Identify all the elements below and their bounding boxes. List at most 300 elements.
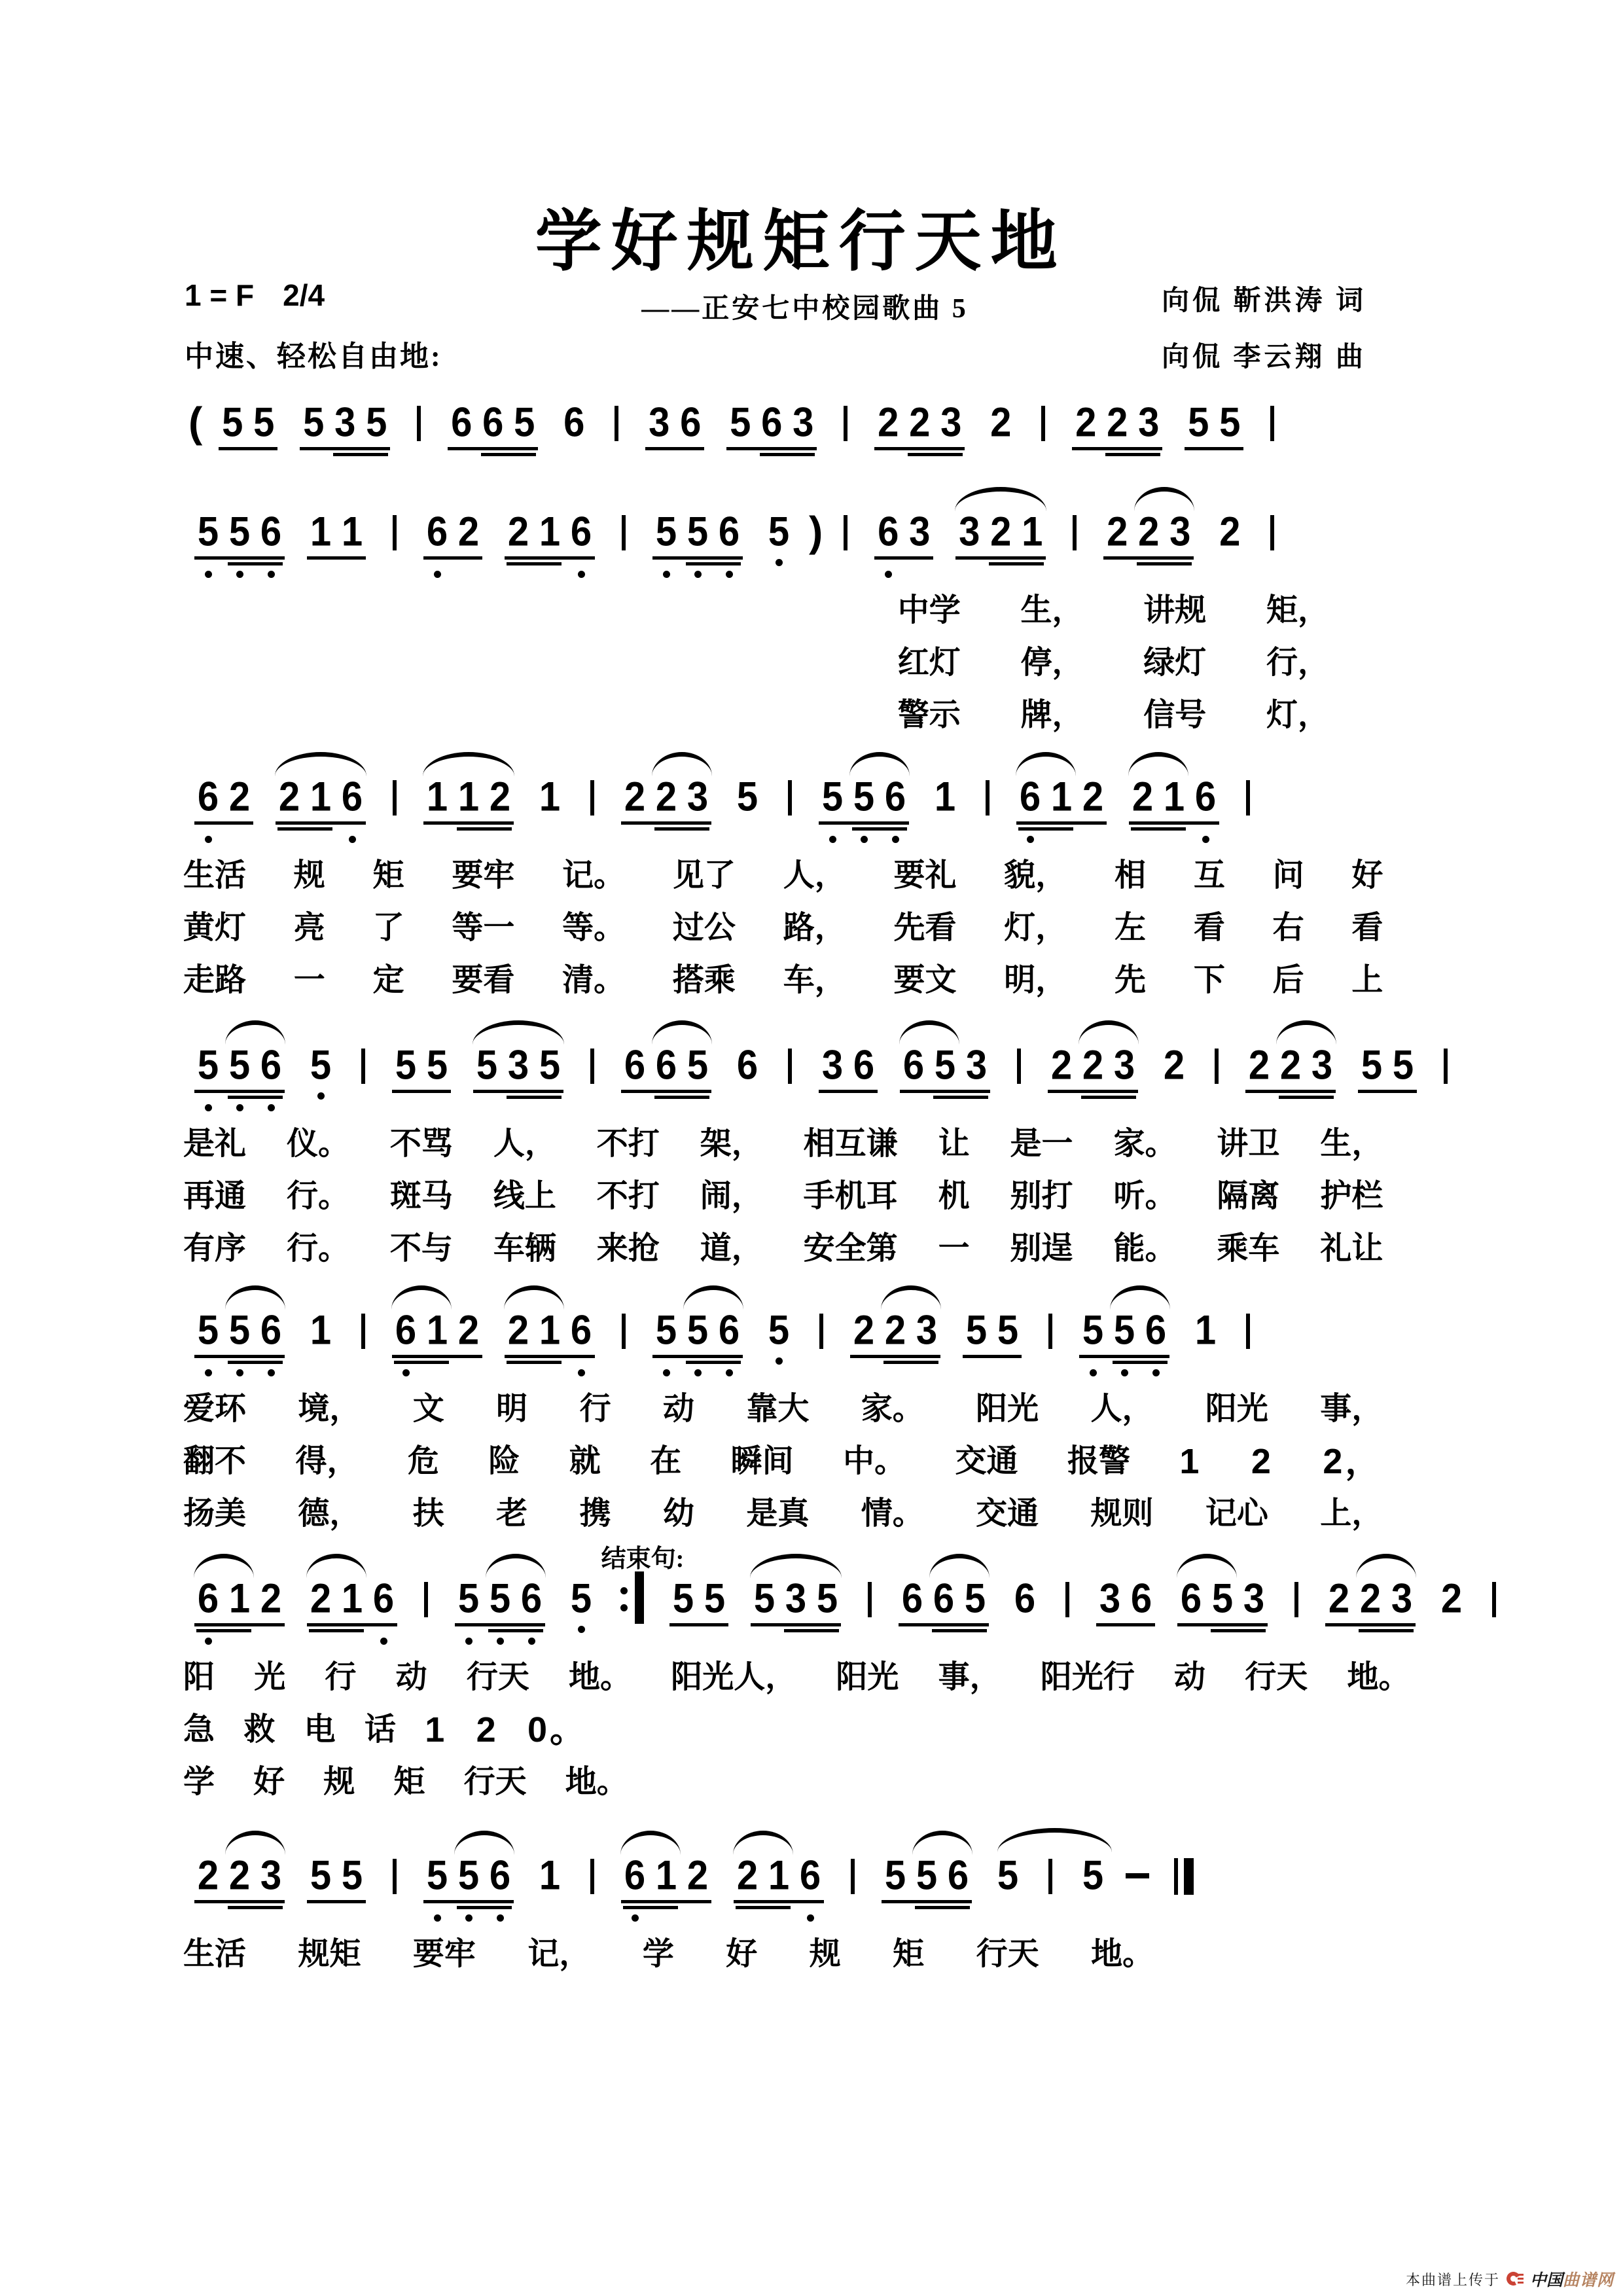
lyric-segment: 事， — [1320, 1391, 1383, 1426]
upload-note: 本曲谱上传于 — [1405, 2271, 1500, 2288]
octave-dot — [578, 1369, 585, 1376]
music-digit: 2 — [1132, 774, 1154, 820]
music-digit: 5 — [884, 1852, 906, 1899]
lyric-segment: 互 — [1193, 858, 1225, 893]
slur-arc — [225, 1020, 285, 1045]
lyric-segment: 等一 — [452, 910, 515, 945]
lyric-line — [183, 1391, 1383, 1427]
lyric-segment: 礼让 — [1320, 1231, 1383, 1266]
music-digit: 1 — [768, 1852, 790, 1899]
music-digit: 5 — [253, 399, 275, 446]
lyric-segment: 走路 — [183, 963, 247, 997]
barline — [590, 780, 594, 816]
music-digit: 5 — [672, 1575, 694, 1622]
music-digit: 3 — [940, 399, 962, 446]
music-digit: 5 — [687, 1307, 709, 1354]
key-value: 1 = F — [185, 278, 255, 312]
beam — [819, 821, 909, 825]
lyric-segment: 规则 — [1090, 1496, 1154, 1531]
octave-dot — [465, 1638, 473, 1645]
music-digit: 6 — [878, 509, 899, 555]
music-digit: 5 — [197, 509, 219, 555]
octave-dot — [268, 1104, 275, 1111]
music-digit: 2 — [228, 774, 251, 820]
music-digit: 5 — [489, 1575, 511, 1622]
subtitle: ——正安七中校园歌曲 5 — [641, 294, 969, 324]
music-digit: 2 — [1050, 1042, 1073, 1088]
lyric-segment: 架， — [700, 1126, 763, 1161]
lyric-line — [183, 858, 1383, 893]
music-digit: 6 — [426, 509, 448, 555]
beam — [1358, 1090, 1417, 1093]
lyric-segment: 问 — [1272, 858, 1304, 893]
barline — [788, 780, 792, 816]
beam — [623, 1906, 678, 1909]
note-group — [880, 1852, 974, 1899]
beam — [734, 1900, 824, 1903]
beam — [228, 1096, 283, 1099]
lyric-segment: 规矩 — [298, 1937, 361, 1971]
music-digit: 2 — [1279, 1042, 1302, 1088]
octave-dot — [349, 836, 356, 843]
beam — [423, 821, 514, 825]
music-digit: 2 — [687, 1852, 709, 1899]
lyric-segment: 安全第 — [803, 1231, 898, 1266]
lyric-segment: 先 — [1115, 963, 1147, 997]
lyric-segment: 明， — [1004, 963, 1067, 997]
music-digit: 3 — [1099, 1575, 1121, 1622]
lyric-segment: 矩， — [1266, 593, 1329, 628]
lyric-segment: 2 — [1251, 1442, 1274, 1481]
lyric-segment: 要牢 — [412, 1937, 476, 1971]
beam — [307, 1900, 366, 1903]
octave-dot — [885, 571, 892, 578]
octave-dot — [776, 1357, 783, 1365]
music-digit: 1 — [1050, 774, 1073, 820]
note-group — [305, 1575, 399, 1622]
music-digit: 1 — [655, 1852, 677, 1899]
lyric-segment: 上 — [1351, 963, 1383, 997]
slur-arc — [1356, 1554, 1416, 1578]
music-digit: 6 — [570, 509, 592, 555]
octave-dot — [726, 571, 733, 578]
octave-dot — [236, 1104, 243, 1111]
slur-arc — [750, 1554, 842, 1578]
beam — [423, 556, 482, 560]
octave-dot — [205, 1638, 212, 1645]
music-digit: 2 — [1359, 1575, 1382, 1622]
barline — [1270, 406, 1274, 441]
lyric-segment: 携 — [579, 1496, 611, 1531]
music-digit: 2 — [990, 509, 1012, 555]
beam — [1016, 821, 1107, 825]
note-group — [1101, 509, 1196, 555]
repeat-dots — [620, 1587, 628, 1611]
parenthesis: ( — [188, 399, 203, 446]
note-group — [1243, 1042, 1338, 1088]
lyric-segment: 阳光行 — [1040, 1660, 1135, 1695]
barline — [361, 1314, 365, 1349]
music-digit: 3 — [916, 1307, 938, 1354]
note — [1009, 1575, 1041, 1622]
music-digit: 1 — [310, 774, 332, 820]
music-digit: 6 — [761, 399, 783, 446]
lyric-segment: 要文 — [893, 963, 957, 997]
beam — [1129, 821, 1219, 825]
music-digit: 5 — [736, 774, 758, 820]
music-digit: 5 — [1392, 1042, 1414, 1088]
lyric-segment: 不与 — [389, 1231, 453, 1266]
beam — [652, 1355, 743, 1358]
music-digit: 2 — [1248, 1042, 1270, 1088]
beam — [652, 556, 743, 560]
music-digit: 6 — [624, 1042, 646, 1088]
music-digit: 6 — [1194, 774, 1217, 820]
music-digit: 1 — [341, 1575, 363, 1622]
music-digit: 2 — [457, 509, 480, 555]
repeat-sign — [620, 1579, 644, 1619]
note — [732, 774, 763, 820]
note — [1077, 1852, 1109, 1899]
music-digit: 6 — [1130, 1575, 1152, 1622]
music-digit: 2 — [1440, 1575, 1463, 1622]
slur-arc — [1016, 752, 1076, 776]
music-digit: 5 — [687, 1042, 709, 1088]
beam — [645, 447, 704, 450]
barline — [1048, 1314, 1052, 1349]
slur-arc — [733, 1831, 793, 1855]
lyric-segment: 车， — [783, 963, 846, 997]
lyric-line — [898, 645, 1329, 681]
lyric-segment: 动 — [395, 1660, 427, 1695]
lyric-segment: 下 — [1193, 963, 1225, 997]
note — [732, 1042, 763, 1088]
beam — [1177, 1623, 1268, 1626]
octave-dot — [694, 571, 702, 578]
lyric-line — [183, 1712, 588, 1748]
slur-arc — [849, 752, 910, 776]
barline — [1048, 1859, 1052, 1894]
music-digit: 5 — [310, 1042, 332, 1088]
lyric-segment: 德， — [298, 1496, 361, 1531]
music-digit: 5 — [228, 509, 251, 555]
music-digit: 1 — [1022, 509, 1043, 555]
barline — [1294, 1582, 1298, 1617]
lyric-segment: 车辆 — [493, 1231, 556, 1266]
beam — [621, 1900, 711, 1903]
beam — [194, 556, 285, 560]
note — [305, 1042, 336, 1088]
lyric-segment: 记心 — [1205, 1496, 1268, 1531]
barline — [393, 1859, 397, 1894]
lyric-segment: 文 — [412, 1391, 444, 1426]
barline — [1041, 406, 1045, 441]
beam — [194, 821, 253, 825]
lyric-segment: 记。 — [562, 858, 626, 893]
note — [565, 1575, 597, 1622]
beam — [455, 1623, 545, 1626]
note — [534, 1852, 565, 1899]
beam — [1137, 562, 1192, 565]
beam — [654, 1096, 709, 1099]
note-group — [897, 1575, 991, 1622]
slur-arc — [454, 1831, 514, 1855]
note-group — [817, 774, 911, 820]
music-digit: 3 — [785, 1575, 807, 1622]
music-digit: 5 — [704, 1575, 726, 1622]
lyric-segment: 行天 — [466, 1660, 529, 1695]
octave-dot — [694, 1369, 702, 1376]
note-group — [1077, 1307, 1171, 1354]
music-digit: 6 — [901, 1575, 923, 1622]
lyric-segment: 貌， — [1004, 858, 1067, 893]
lyric-segment: 听。 — [1113, 1179, 1177, 1213]
music-digit: 1 — [426, 1307, 448, 1354]
music-digit: 5 — [197, 1042, 219, 1088]
beam — [1103, 556, 1194, 560]
lyric-segment: 清。 — [562, 963, 626, 997]
beam — [194, 1623, 285, 1626]
slur-arc — [225, 1285, 285, 1310]
note-group — [619, 1852, 713, 1899]
octave-dot — [829, 836, 836, 843]
lyric-segment: 不打 — [596, 1179, 660, 1213]
note-group — [192, 1575, 287, 1622]
slur-arc — [1079, 1020, 1139, 1045]
beam — [1072, 447, 1162, 450]
note — [1158, 1042, 1190, 1088]
music-digit: 1 — [539, 509, 561, 555]
lyric-segment: 地。 — [1347, 1660, 1410, 1695]
music-digit: 6 — [341, 774, 363, 820]
note-group — [668, 1575, 730, 1622]
barline — [615, 406, 618, 441]
music-digit: 6 — [395, 1307, 417, 1354]
music-digit: 5 — [303, 399, 325, 446]
beam — [621, 821, 711, 825]
lyric-segment: 行， — [1266, 645, 1329, 680]
note-group — [274, 774, 368, 820]
lyric-segment: 1 — [1179, 1442, 1202, 1481]
note — [1436, 1575, 1467, 1622]
note-group — [619, 1042, 713, 1088]
lyric-segment: 一 — [938, 1231, 970, 1266]
music-digit: 6 — [680, 399, 702, 446]
lyric-segment: 行 — [579, 1391, 611, 1426]
lyric-segment: 上， — [1320, 1496, 1383, 1531]
music-digit: 6 — [624, 1852, 646, 1899]
octave-dot — [402, 1369, 410, 1376]
note-group — [872, 509, 935, 555]
lyric-segment: 机 — [938, 1179, 970, 1213]
notation-system — [183, 1824, 1531, 1972]
lyric-segment: 动 — [1174, 1660, 1206, 1695]
lyric-segment: 学 — [183, 1765, 215, 1799]
music-digit: 1 — [539, 1852, 561, 1899]
lyric-segment: 定 — [372, 963, 404, 997]
lyric-segment: 规 — [293, 858, 325, 893]
lyric-line — [898, 593, 1329, 628]
barline — [851, 1859, 855, 1894]
barline — [1270, 515, 1274, 550]
beam — [1105, 453, 1160, 456]
barline — [1215, 1049, 1219, 1084]
music-digit: 5 — [570, 1575, 592, 1622]
lyric-segment: 2， — [1323, 1442, 1383, 1481]
beam — [309, 1629, 364, 1632]
beam — [874, 447, 965, 450]
barline — [393, 780, 397, 816]
beam — [423, 1900, 514, 1903]
music-digit: 5 — [341, 1852, 363, 1899]
note — [992, 1852, 1024, 1899]
lyric-segment: 靠大 — [746, 1391, 810, 1426]
barline — [1017, 1049, 1021, 1084]
octave-dot — [465, 1914, 473, 1922]
lyric-segment: 爱环 — [183, 1391, 247, 1426]
music-digit: 1 — [228, 1575, 251, 1622]
lyric-segment: 好 — [253, 1765, 285, 1799]
lyric-segment: 矩 — [372, 858, 404, 893]
lyric-segment: 矩 — [893, 1937, 925, 1971]
music-digit: 5 — [426, 1042, 448, 1088]
music-digit: 5 — [457, 1852, 480, 1899]
music-digit: 2 — [457, 1307, 480, 1354]
music-digit: 5 — [753, 1575, 776, 1622]
music-digit: 3 — [965, 1042, 988, 1088]
lyric-segment: 路， — [783, 910, 846, 945]
lyric-segment: 境， — [298, 1391, 361, 1426]
lyric-segment: 生活 — [183, 858, 247, 893]
beam — [819, 1090, 878, 1093]
note-group — [898, 1042, 992, 1088]
music-digit: 6 — [1014, 1575, 1036, 1622]
lyric-segment: 要牢 — [452, 858, 515, 893]
barline — [590, 1049, 594, 1084]
beam — [300, 447, 390, 450]
music-digit: 6 — [718, 509, 740, 555]
music-digit: 6 — [736, 1042, 758, 1088]
music-digit: 5 — [821, 774, 844, 820]
music-digit: 1 — [341, 509, 363, 555]
music-digit: 3 — [793, 399, 814, 446]
music-digit: 2 — [228, 1852, 251, 1899]
lyric-segment: 人， — [493, 1126, 556, 1161]
beam — [932, 1629, 987, 1632]
slur-arc — [955, 487, 1046, 511]
barline — [1073, 515, 1077, 550]
music-digit: 6 — [197, 774, 219, 820]
lyric-segment: 情。 — [861, 1496, 924, 1531]
music-digit: 3 — [507, 1042, 529, 1088]
notation-system — [183, 1014, 1531, 1266]
barline — [819, 1314, 823, 1349]
beam — [621, 1090, 711, 1093]
lyric-segment: 矩 — [393, 1765, 425, 1799]
music-digit: 6 — [799, 1852, 821, 1899]
music-digit: 6 — [260, 1042, 282, 1088]
time-signature: 2/4 — [283, 278, 325, 312]
parenthesis: ) — [809, 508, 823, 555]
slur-arc — [486, 1554, 546, 1578]
barline — [622, 1314, 626, 1349]
lyric-segment: 电 — [304, 1712, 336, 1747]
music-digit: 1 — [426, 774, 448, 820]
note-group — [643, 399, 706, 446]
lyric-segment: 不骂 — [389, 1126, 453, 1161]
beam — [1048, 1090, 1138, 1093]
music-digit: 1 — [310, 509, 332, 555]
lyric-line — [183, 1179, 1383, 1214]
note-group — [848, 1307, 942, 1354]
slur-arc — [1276, 1020, 1336, 1045]
lyric-segment: 幼 — [662, 1496, 694, 1531]
lyric-segment: 救 — [243, 1712, 276, 1747]
barline — [986, 780, 990, 816]
music-digit: 5 — [997, 1852, 1019, 1899]
lyric-segment: 隔离 — [1217, 1179, 1280, 1213]
music-digit: 3 — [334, 399, 356, 446]
note-group — [453, 1575, 547, 1622]
music-digit: 2 — [1219, 509, 1241, 555]
site-name: 中国曲谱网 — [1529, 2272, 1614, 2289]
music-digit: 1 — [934, 774, 956, 820]
music-digit: 3 — [687, 774, 709, 820]
beam — [850, 1355, 940, 1358]
slur-arc — [423, 752, 514, 776]
music-digit: 3 — [821, 1042, 844, 1088]
music-digit: 5 — [816, 1575, 838, 1622]
notation-system — [183, 480, 1531, 733]
beam — [933, 1096, 988, 1099]
lyric-segment: 来抢 — [596, 1231, 660, 1266]
beam — [196, 1629, 251, 1632]
note-group — [872, 399, 967, 446]
music-digit: 6 — [718, 1307, 740, 1354]
slur-arc — [473, 1020, 564, 1045]
beam — [457, 827, 512, 831]
beam — [900, 1090, 990, 1093]
music-digit: 2 — [624, 774, 646, 820]
lyric-segment: 等。 — [562, 910, 626, 945]
music-digit: 5 — [1082, 1852, 1104, 1899]
note-group — [390, 1042, 453, 1088]
beam — [473, 1090, 563, 1093]
barline — [1246, 780, 1250, 816]
music-digit: 2 — [736, 1852, 758, 1899]
slur-arc — [275, 752, 366, 776]
lyric-segment: 险 — [488, 1444, 520, 1479]
lyric-line — [183, 910, 1383, 946]
lyric-segment: 讲规 — [1143, 593, 1207, 628]
lyric-segment: 警示 — [897, 698, 961, 732]
beam — [219, 447, 277, 450]
lyric-segment: 了 — [372, 910, 404, 945]
octave-dot — [1202, 836, 1209, 843]
lyric-line — [183, 1126, 1383, 1162]
notation-system — [183, 745, 1531, 998]
lyric-segment: 红灯 — [897, 645, 961, 680]
lyric-segment: 见了 — [672, 858, 736, 893]
note — [1190, 1307, 1221, 1354]
music-digit: 6 — [372, 1575, 395, 1622]
lyric-segment: 再通 — [183, 1179, 247, 1213]
note — [763, 509, 794, 555]
music-digit: 1 — [539, 1307, 561, 1354]
lyric-segment: 交通 — [955, 1444, 1018, 1479]
lyric-segment: 危 — [407, 1444, 439, 1479]
barline — [1065, 1582, 1069, 1617]
